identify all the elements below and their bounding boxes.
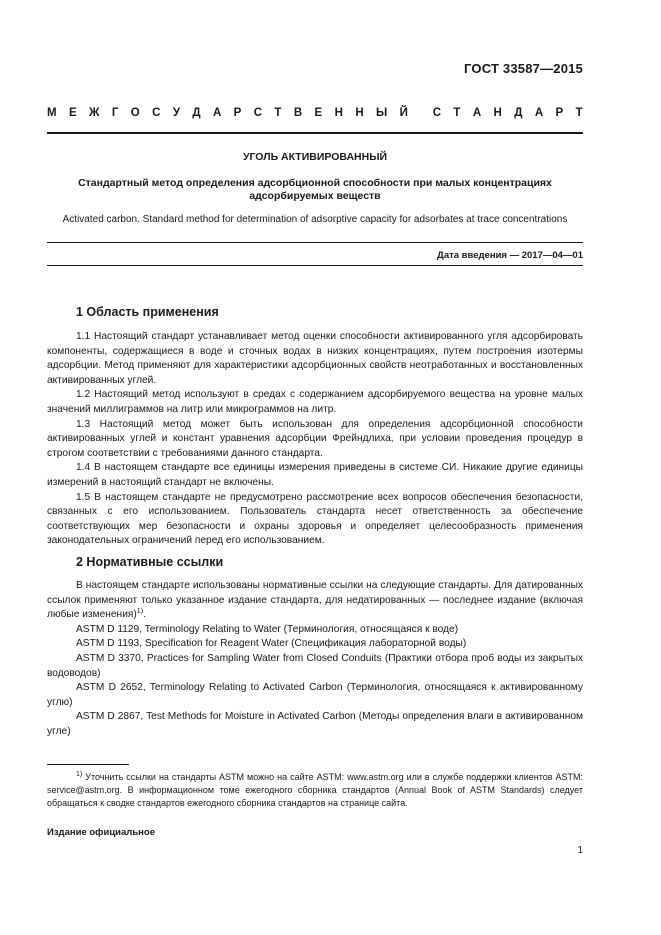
paragraph — [47, 579, 583, 623]
banner-letter: В — [293, 107, 303, 119]
banner-letter: Т — [274, 107, 282, 119]
references-intro: В настоящем стандарте использованы нормативные ссылки на следующие стандарты. Для датированных ссылок применяют только указанное издание стандарта, для недатированных — последнее издание (включая любые изменения) — [47, 580, 583, 621]
banner-letter: Н — [493, 107, 502, 119]
footnote-divider — [47, 764, 129, 765]
section-2-heading: 2 Нормативные ссылки — [76, 555, 224, 569]
banner-letter: Н — [355, 107, 364, 119]
reference-item: ASTM D 2652, Terminology Relating to Activated Carbon (Терминология, относящаяся к активированному углю) — [47, 682, 583, 708]
subtitle-line: адсорбируемых веществ — [249, 190, 381, 202]
banner-letter: Т — [575, 107, 583, 119]
banner-letter: У — [172, 107, 180, 119]
header-divider — [47, 132, 583, 134]
interstate-standard-banner — [47, 107, 583, 119]
reference-item: ASTM D 1129, Terminology Relating to Water (Терминология, относящаяся к воде) — [76, 623, 459, 635]
banner-letter: Ы — [376, 107, 388, 119]
banner-letter: Т — [453, 107, 461, 119]
paragraph: 1.4 В настоящем стандарте все единицы измерения приведены в системе СИ. Никакие другие единицы измерений в настоящий стандарт не включены. — [47, 462, 583, 488]
standard-title: УГОЛЬ АКТИВИРОВАННЫЙ — [242, 151, 388, 163]
paragraph: 1.5 В настоящем стандарте не предусмотрено рассмотрение всех вопросов обеспечения безопасности, связанных с его использованием. Пользователь стандарта несет ответственность за обеспечение соответствующих мер безопасности и охраны здоровья и определяет целесообразность применения законодательных ограничений перед его использованием. — [47, 491, 583, 547]
footnote — [47, 771, 583, 809]
document-code: ГОСТ 33587—2015 — [464, 61, 583, 76]
paragraph: 1.2 Настоящий метод используют в средах с содержанием адсорбируемого вещества на уровне малых значений миллиграммов на литр или микрограммов на литр. — [47, 389, 583, 415]
reference-item: ASTM D 1193, Specification for Reagent Water (Спецификация лабораторной воды) — [76, 638, 467, 650]
banner-letter: Е — [68, 107, 77, 119]
footnote-marker: 1) — [76, 771, 83, 778]
banner-letter: М — [47, 107, 57, 119]
footnote-reference: 1) — [136, 608, 144, 616]
banner-letter: А — [534, 107, 544, 119]
banner-letter: Г — [111, 107, 119, 119]
paragraph: 1.3 Настоящий метод может быть использован для определения адсорбционной способности активированных углей и констант уравнения адсорбции Фрейндлиха, при условии проведения процедур в строгом соответствии с требованиями данного стандарта. — [47, 418, 583, 459]
banner-letter: Р — [555, 107, 564, 119]
banner-letter: Р — [233, 107, 242, 119]
banner-letter: С — [253, 107, 263, 119]
banner-letter: Е — [314, 107, 323, 119]
banner-letter: С — [432, 107, 442, 119]
banner-letter: Д — [192, 107, 201, 119]
section-1-heading: 1 Область применения — [76, 305, 219, 319]
page-number: 1 — [577, 845, 583, 856]
official-edition-label: Издание официальное — [47, 827, 155, 838]
banner-letter: С — [152, 107, 161, 119]
footnote-text: Уточнить ссылки на стандарты ASTM можно на сайте ASTM: www.astm.org или в службе поддержки клиентов ASTM: service@astm.org. В информационном томе ежегодного сборника стандартов (Annual Book of ASTM Standards) следует обращаться к сводке стандартов ежегодного сборника стандартов на странице сайта. — [47, 772, 583, 808]
section-2-body — [47, 579, 583, 740]
banner-letter: А — [472, 107, 482, 119]
banner-letter: Н — [334, 107, 343, 119]
title-divider-top — [47, 242, 583, 243]
section-1-body — [47, 330, 583, 549]
banner-letter: А — [212, 107, 222, 119]
banner-letter: Ж — [89, 107, 100, 119]
reference-item: ASTM D 2867, Test Methods for Moisture in Activated Carbon (Методы определения влаги в активированном угле) — [47, 711, 583, 737]
reference-item: ASTM D 3370, Practices for Sampling Water from Closed Conduits (Практики отбора проб воды из закрытых водоводов) — [47, 652, 583, 679]
references-intro-end: . — [143, 609, 146, 621]
title-divider-bottom — [47, 265, 583, 266]
banner-letter: Й — [399, 107, 408, 119]
banner-letter: Д — [514, 107, 523, 119]
banner-letter: О — [130, 107, 140, 119]
subtitle-line: Стандартный метод определения адсорбционной способности при малых концентрациях — [78, 177, 552, 189]
english-title: Activated carbon. Standard method for determination of adsorptive capacity for adsorbates at trace concentrations — [62, 214, 568, 225]
introduction-date: Дата введения — 2017—04—01 — [437, 250, 583, 261]
footnote-paragraph — [47, 771, 583, 809]
paragraph: 1.1 Настоящий стандарт устанавливает метод оценки способности активированного угля адсорбировать компоненты, содержащиеся в воде и сточных водах в низких концентрациях, путем построения изотермы адсорбции. Метод применяют для характеристики адсорбционных свойств неотработанных и восстановленных активированных углей. — [47, 331, 583, 386]
standard-subtitle — [47, 177, 583, 203]
